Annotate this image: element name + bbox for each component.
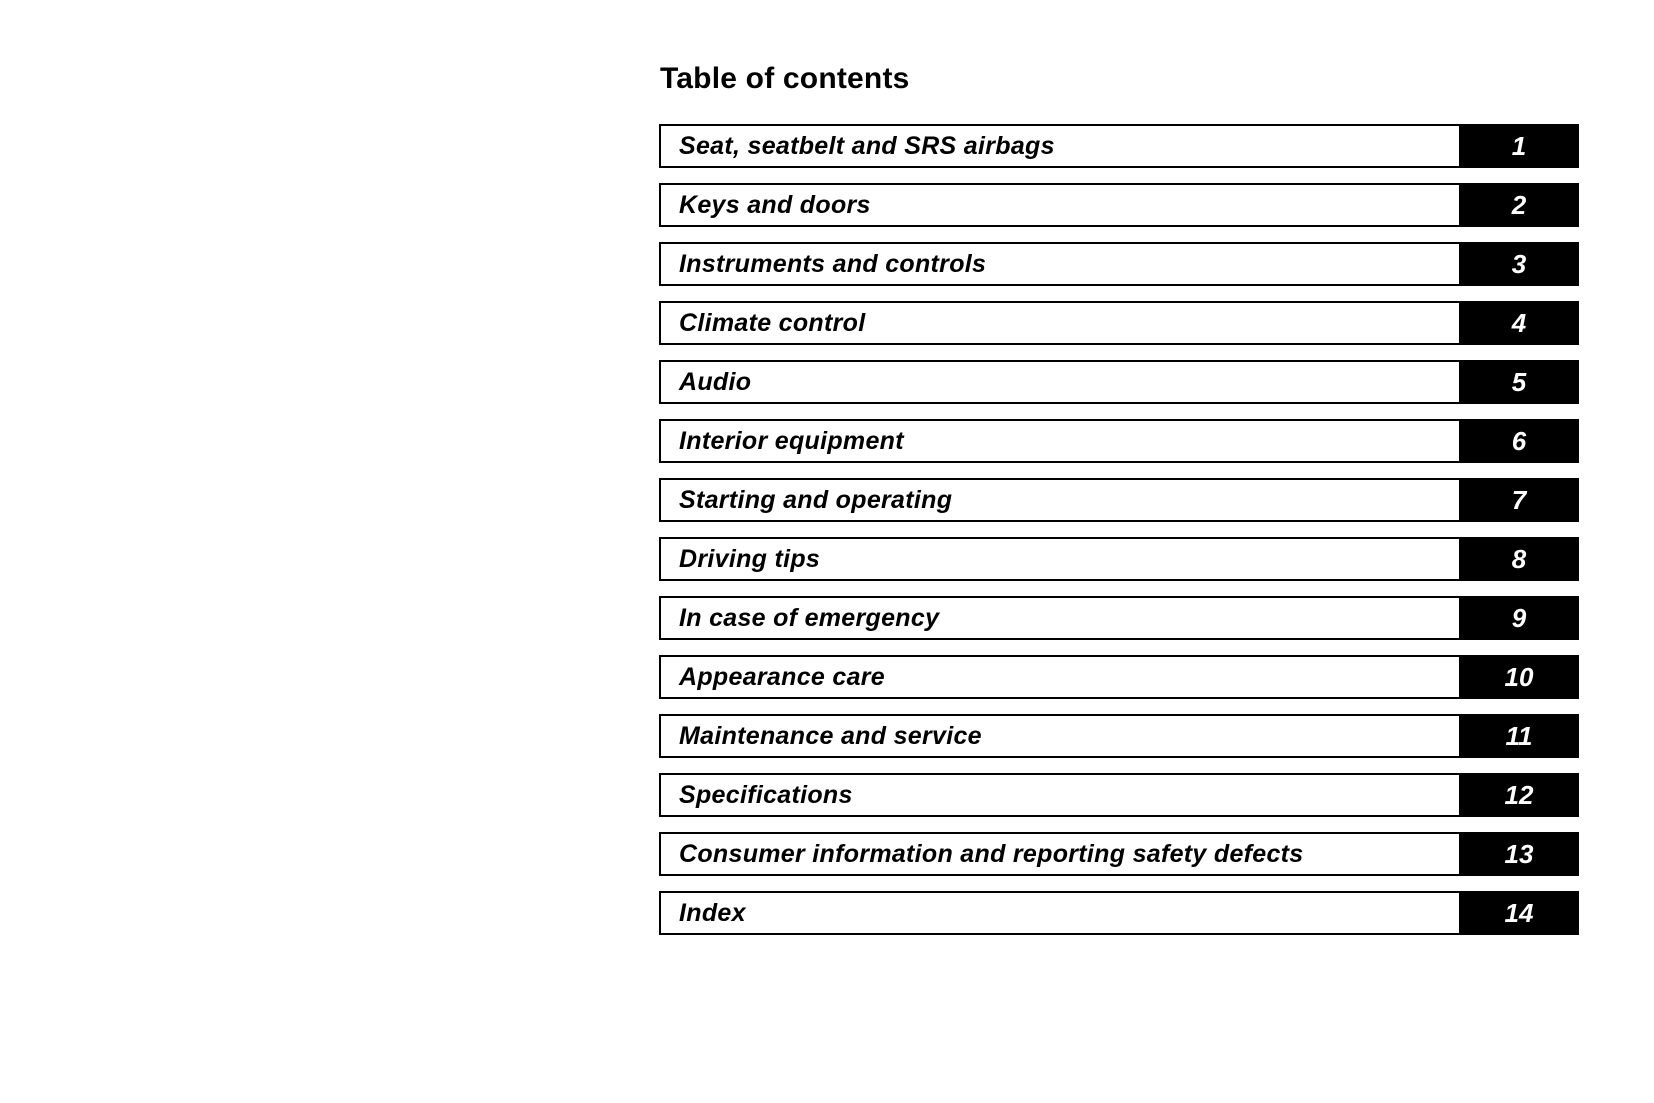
toc-entry-number: 11 [1459, 714, 1579, 758]
toc-entry-label: Keys and doors [679, 190, 871, 219]
toc-entry-number: 10 [1459, 655, 1579, 699]
toc-entry-9[interactable] [659, 596, 1579, 640]
toc-entry-4[interactable] [659, 301, 1579, 345]
toc-entry-number: 2 [1459, 183, 1579, 227]
toc-entry-12[interactable] [659, 773, 1579, 817]
toc-entry-number: 6 [1459, 419, 1579, 463]
toc-entry-1[interactable] [659, 124, 1579, 168]
toc-entry-label: Maintenance and service [679, 721, 982, 750]
toc-entry-label: Driving tips [679, 544, 821, 573]
toc-entry-10[interactable] [659, 655, 1579, 699]
toc-entry-number: 14 [1459, 891, 1579, 935]
toc-entry-number: 3 [1459, 242, 1579, 286]
toc-entry-label: Climate control [679, 308, 866, 337]
page-title: Table of contents [660, 62, 910, 95]
toc-entry-number: 13 [1459, 832, 1579, 876]
toc-entry-7[interactable] [659, 478, 1579, 522]
toc-entry-8[interactable] [659, 537, 1579, 581]
toc-entry-number: 9 [1459, 596, 1579, 640]
toc-entry-number: 8 [1459, 537, 1579, 581]
toc-entry-5[interactable] [659, 360, 1579, 404]
toc-entry-14[interactable] [659, 891, 1579, 935]
toc-entry-label: Consumer information and reporting safety defects [679, 839, 1304, 868]
toc-entry-label: Interior equipment [679, 426, 904, 455]
toc-entry-label: Instruments and controls [679, 249, 987, 278]
toc-entry-label: In case of emergency [679, 603, 940, 632]
toc-entry-label: Specifications [679, 780, 853, 809]
toc-entry-label: Audio [679, 367, 752, 396]
toc-entry-number: 7 [1459, 478, 1579, 522]
toc-entry-label: Seat, seatbelt and SRS airbags [679, 131, 1055, 160]
toc-entry-number: 12 [1459, 773, 1579, 817]
toc-entry-number: 1 [1459, 124, 1579, 168]
toc-entry-13[interactable] [659, 832, 1579, 876]
toc-entry-number: 4 [1459, 301, 1579, 345]
table-of-contents [659, 124, 1579, 950]
toc-entry-11[interactable] [659, 714, 1579, 758]
toc-entry-number: 5 [1459, 360, 1579, 404]
toc-entry-3[interactable] [659, 242, 1579, 286]
toc-entry-label: Index [679, 898, 746, 927]
toc-entry-label: Starting and operating [679, 485, 953, 514]
toc-entry-label: Appearance care [679, 662, 886, 691]
toc-entry-2[interactable] [659, 183, 1579, 227]
toc-entry-6[interactable] [659, 419, 1579, 463]
